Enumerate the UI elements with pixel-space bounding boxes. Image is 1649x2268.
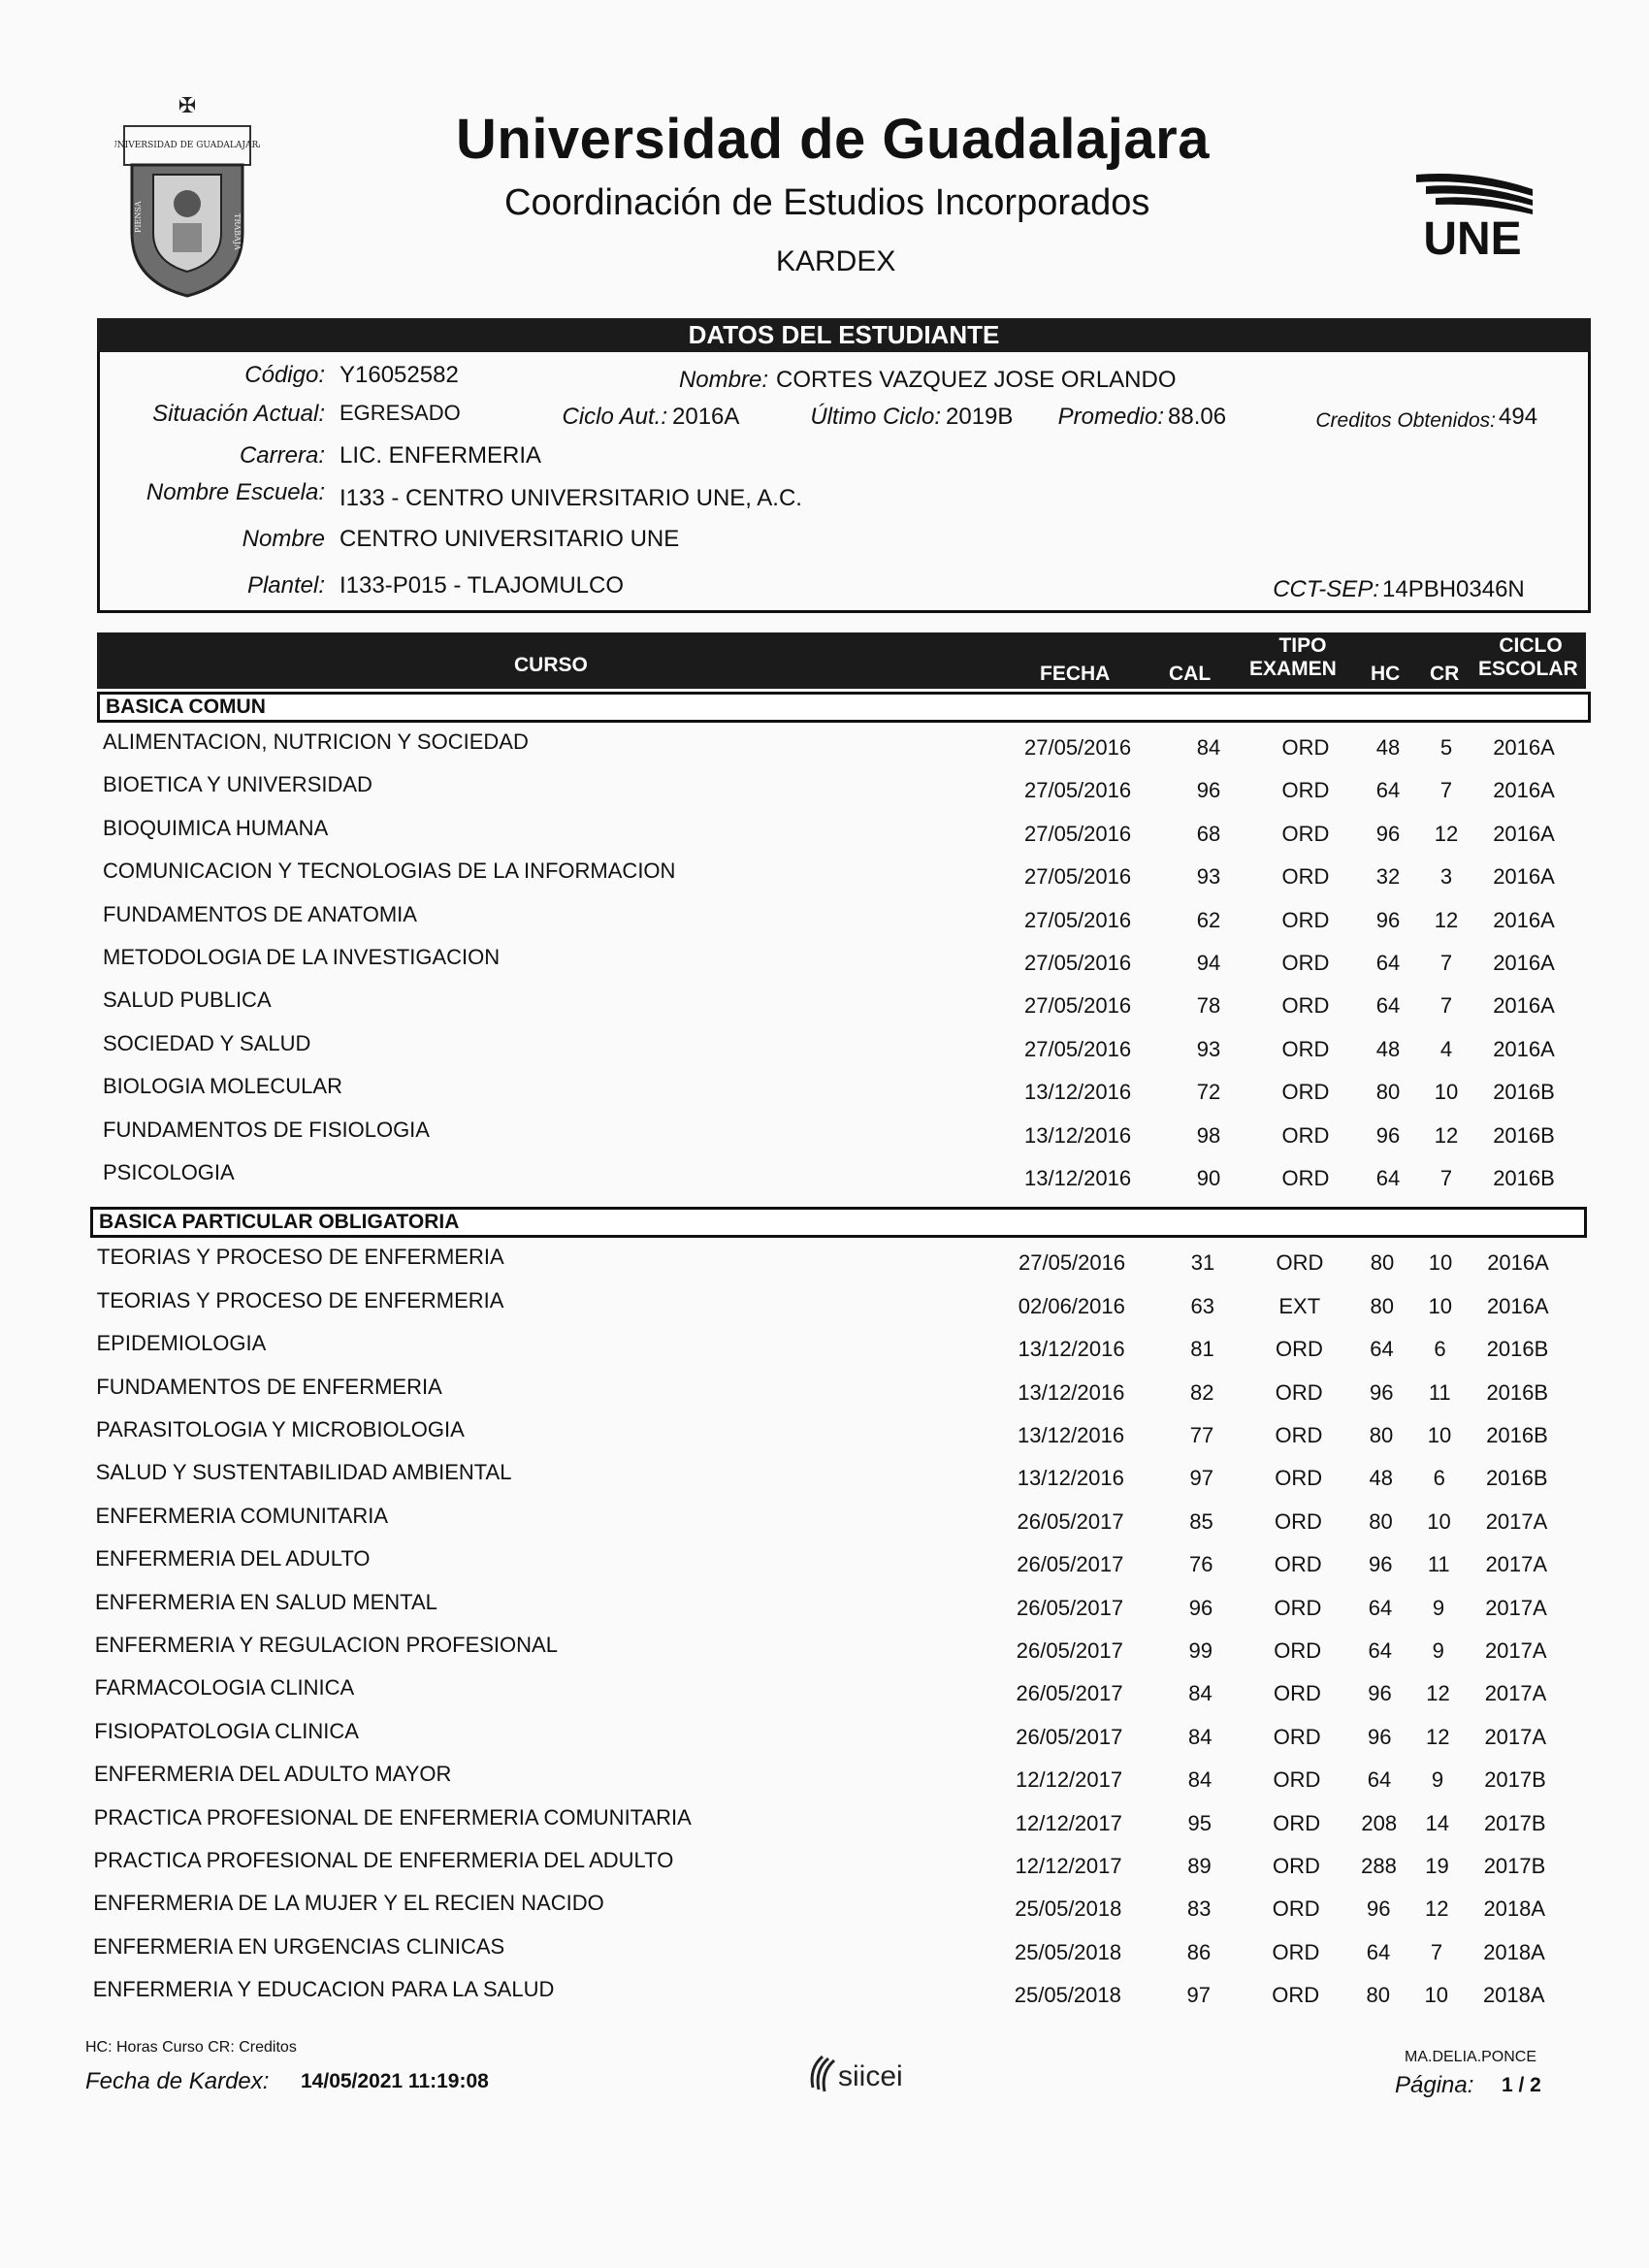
cell-ciclo: 2016B	[1486, 1337, 1549, 1362]
table-row	[97, 1288, 1591, 1327]
cell-cal: 89	[1187, 1854, 1212, 1878]
cell-ciclo: 2016A	[1493, 821, 1555, 846]
legend: HC: Horas Curso CR: Creditos	[85, 2039, 297, 2056]
cell-tipo: ORD	[1281, 1166, 1330, 1190]
ciclo-aut-value: 2016A	[672, 404, 740, 430]
table-row	[95, 1675, 1589, 1714]
cell-fecha: 13/12/2016	[1018, 1379, 1125, 1405]
table-row	[103, 816, 1597, 855]
cell-curso: FUNDAMENTOS DE ENFERMERIA	[96, 1374, 442, 1399]
cell-fecha: 27/05/2016	[1024, 1036, 1132, 1061]
cell-hc: 96	[1368, 1681, 1392, 1706]
cell-curso: SOCIEDAD Y SALUD	[103, 1030, 311, 1055]
cell-cr: 10	[1427, 1423, 1452, 1447]
cell-curso: TEORIAS Y PROCESO DE ENFERMERIA	[97, 1245, 504, 1270]
col-ciclo-1: CICLO	[1499, 634, 1563, 657]
cell-cal: 84	[1187, 1767, 1212, 1793]
cell-fecha: 13/12/2016	[1024, 1080, 1132, 1105]
cell-cr: 6	[1433, 1466, 1445, 1491]
cell-tipo: ORD	[1275, 1423, 1323, 1447]
cell-curso: ALIMENTACION, NUTRICION Y SOCIEDAD	[103, 729, 529, 754]
ciclo-aut-label: Ciclo Aut.:	[562, 404, 667, 430]
grades-table-header	[97, 632, 1586, 689]
cct-label: CCT-SEP:	[1273, 576, 1379, 602]
creditos-label: Creditos Obtenidos:	[1315, 409, 1496, 432]
cell-ciclo: 2017A	[1485, 1595, 1547, 1620]
cell-tipo: ORD	[1273, 1724, 1321, 1749]
escuela-label: Nombre Escuela:	[146, 479, 325, 505]
cell-hc: 48	[1375, 735, 1401, 760]
promedio-label: Promedio:	[1057, 404, 1164, 430]
cell-curso: COMUNICACION Y TECNOLOGIAS DE LA INFORMACION	[103, 859, 676, 884]
table-row	[94, 1719, 1588, 1758]
table-row	[96, 1460, 1590, 1499]
cell-cal: 94	[1196, 951, 1221, 975]
cell-tipo: ORD	[1274, 1638, 1322, 1663]
cell-cr: 3	[1439, 864, 1453, 890]
fecha-kardex-label: Fecha de Kardex:	[85, 2068, 270, 2094]
cell-tipo: ORD	[1281, 993, 1330, 1019]
cell-hc: 64	[1375, 951, 1401, 975]
cell-cal: 90	[1196, 1166, 1221, 1190]
cell-tipo: ORD	[1272, 1939, 1320, 1964]
ultimo-ciclo-value: 2019B	[946, 404, 1014, 430]
cell-cal: 93	[1196, 864, 1221, 890]
cell-cr: 9	[1431, 1767, 1444, 1793]
cell-fecha: 27/05/2016	[1024, 907, 1132, 932]
cell-cr: 9	[1432, 1638, 1444, 1663]
table-row	[95, 1633, 1589, 1671]
cell-fecha: 26/05/2017	[1016, 1638, 1123, 1663]
cell-tipo: ORD	[1281, 864, 1330, 890]
cell-curso: PARASITOLOGIA Y MICROBIOLOGIA	[96, 1417, 465, 1442]
svg-text:TRABAJA: TRABAJA	[233, 213, 242, 250]
cell-cal: 78	[1196, 993, 1221, 1019]
table-row	[95, 1590, 1589, 1629]
cell-hc: 48	[1369, 1466, 1393, 1491]
cell-curso: PSICOLOGIA	[103, 1160, 235, 1184]
ultimo-ciclo-label: Último Ciclo:	[810, 404, 941, 430]
cell-cr: 12	[1434, 821, 1459, 846]
col-cr: CR	[1430, 663, 1460, 685]
cell-cal: 97	[1186, 1983, 1211, 2008]
cell-curso: PRACTICA PROFESIONAL DE ENFERMERIA DEL ADULTO	[93, 1848, 674, 1872]
cell-hc: 64	[1368, 1638, 1392, 1663]
cell-cr: 12	[1425, 1896, 1449, 1922]
cell-fecha: 27/05/2016	[1024, 821, 1132, 846]
nombre-label: Nombre:	[678, 367, 768, 393]
cell-curso: ENFERMERIA DEL ADULTO	[95, 1546, 371, 1571]
cell-curso: ENFERMERIA EN URGENCIAS CLINICAS	[93, 1933, 505, 1959]
cell-cr: 11	[1428, 1379, 1451, 1405]
cell-cal: 86	[1186, 1939, 1212, 1964]
nombre-value: CORTES VAZQUEZ JOSE ORLANDO	[776, 367, 1177, 393]
cell-tipo: ORD	[1275, 1508, 1322, 1534]
cell-cr: 14	[1425, 1810, 1449, 1835]
cell-hc: 64	[1375, 778, 1401, 803]
cell-cr: 7	[1439, 1166, 1453, 1190]
cell-hc: 80	[1370, 1293, 1394, 1318]
cell-cr: 12	[1426, 1681, 1450, 1706]
cell-curso: SALUD PUBLICA	[103, 988, 272, 1013]
col-tipo-1: TIPO	[1278, 634, 1327, 657]
cell-tipo: ORD	[1281, 951, 1330, 975]
cell-curso: BIOLOGIA MOLECULAR	[103, 1074, 342, 1099]
cell-cal: 31	[1190, 1250, 1215, 1276]
cell-tipo: ORD	[1281, 907, 1330, 932]
cell-fecha: 12/12/2017	[1015, 1854, 1122, 1878]
cell-tipo: ORD	[1281, 1122, 1330, 1148]
section-header: BASICA COMUN	[97, 692, 1591, 723]
cell-cal: 83	[1187, 1896, 1212, 1922]
cell-cal: 76	[1189, 1552, 1213, 1577]
cell-cal: 84	[1196, 735, 1221, 760]
cell-ciclo: 2016B	[1493, 1166, 1555, 1190]
cell-cr: 6	[1434, 1337, 1446, 1362]
cell-curso: ENFERMERIA DEL ADULTO MAYOR	[94, 1762, 452, 1787]
cell-cr: 12	[1426, 1724, 1450, 1749]
cell-hc: 208	[1361, 1810, 1398, 1835]
cell-cr: 9	[1432, 1595, 1445, 1620]
cell-curso: BIOQUIMICA HUMANA	[103, 815, 329, 840]
cell-ciclo: 2017B	[1484, 1767, 1546, 1793]
table-row	[103, 772, 1597, 811]
table-row	[97, 1245, 1591, 1283]
cell-fecha: 27/05/2016	[1024, 993, 1132, 1019]
cell-curso: METODOLOGIA DE LA INVESTIGACION	[103, 945, 501, 969]
cell-curso: ENFERMERIA EN SALUD MENTAL	[95, 1589, 437, 1614]
svg-text:siicei: siicei	[838, 2060, 903, 2092]
university-title: Universidad de Guadalajara	[456, 108, 1210, 171]
cell-tipo: ORD	[1272, 1983, 1320, 2008]
cell-tipo: ORD	[1273, 1810, 1321, 1835]
cell-ciclo: 2016A	[1493, 993, 1555, 1019]
svg-text:UNE: UNE	[1423, 213, 1522, 262]
col-ciclo-2: ESCOLAR	[1478, 658, 1578, 680]
cell-cal: 95	[1187, 1810, 1212, 1835]
cell-ciclo: 2016A	[1493, 778, 1555, 803]
table-row	[103, 1074, 1597, 1113]
cell-fecha: 26/05/2017	[1017, 1595, 1124, 1620]
cell-cal: 77	[1189, 1423, 1214, 1447]
situacion-value: EGRESADO	[340, 401, 461, 425]
table-row	[93, 1891, 1587, 1929]
table-row	[96, 1504, 1590, 1542]
cell-tipo: ORD	[1276, 1337, 1323, 1362]
col-curso: CURSO	[514, 654, 588, 676]
cell-ciclo: 2017A	[1484, 1681, 1547, 1706]
cell-tipo: ORD	[1281, 1036, 1330, 1061]
table-row	[103, 1031, 1597, 1070]
document-title: KARDEX	[776, 245, 896, 277]
cell-ciclo: 2016B	[1486, 1379, 1549, 1405]
cell-hc: 80	[1375, 1080, 1401, 1105]
table-row	[103, 1160, 1597, 1199]
table-row	[103, 902, 1597, 941]
cell-ciclo: 2017A	[1484, 1724, 1547, 1749]
cell-curso: PRACTICA PROFESIONAL DE ENFERMERIA COMUNITARIA	[93, 1804, 692, 1830]
cell-ciclo: 2017B	[1483, 1854, 1546, 1878]
cell-cal: 63	[1190, 1293, 1214, 1318]
table-row	[103, 729, 1597, 768]
col-cal: CAL	[1169, 663, 1212, 685]
cell-tipo: ORD	[1274, 1552, 1322, 1577]
plantel-label: Plantel:	[246, 572, 325, 599]
cell-cr: 12	[1434, 1122, 1459, 1148]
table-row	[93, 1977, 1587, 2016]
coordination-subtitle: Coordinación de Estudios Incorporados	[504, 182, 1150, 223]
cell-cal: 84	[1188, 1681, 1212, 1706]
table-row	[94, 1848, 1588, 1887]
cell-tipo: ORD	[1275, 1466, 1323, 1491]
cell-ciclo: 2016A	[1493, 951, 1555, 975]
cell-tipo: EXT	[1278, 1293, 1321, 1318]
cell-ciclo: 2018A	[1482, 1983, 1545, 2008]
section-header: BASICA PARTICULAR OBLIGATORIA	[90, 1207, 1587, 1238]
cell-tipo: ORD	[1281, 1080, 1330, 1105]
cell-hc: 96	[1375, 907, 1401, 932]
cell-fecha: 26/05/2017	[1016, 1681, 1123, 1706]
table-row	[96, 1417, 1590, 1456]
cell-ciclo: 2017A	[1485, 1508, 1548, 1534]
cell-cr: 10	[1434, 1080, 1459, 1105]
table-row	[93, 1934, 1587, 1973]
cell-fecha: 27/05/2016	[1024, 951, 1132, 975]
cell-fecha: 12/12/2017	[1016, 1767, 1123, 1793]
cell-curso: FUNDAMENTOS DE FISIOLOGIA	[103, 1117, 430, 1142]
cell-fecha: 26/05/2017	[1017, 1508, 1124, 1534]
escuela-value: I133 - CENTRO UNIVERSITARIO UNE, A.C.	[340, 485, 802, 511]
cell-cal: 96	[1196, 778, 1221, 803]
carrera-value: LIC. ENFERMERIA	[340, 442, 542, 469]
cell-hc: 80	[1366, 1983, 1390, 2008]
cell-fecha: 13/12/2016	[1018, 1423, 1125, 1447]
svg-text:PIENSA: PIENSA	[134, 201, 143, 233]
cell-cal: 97	[1189, 1466, 1213, 1491]
table-row	[103, 1118, 1597, 1156]
cell-curso: ENFERMERIA Y REGULACION PROFESIONAL	[94, 1633, 558, 1657]
cell-ciclo: 2018A	[1483, 1939, 1545, 1964]
cell-cr: 10	[1428, 1293, 1452, 1318]
cell-ciclo: 2016B	[1485, 1466, 1548, 1491]
cell-ciclo: 2016A	[1493, 1036, 1555, 1061]
cell-hc: 64	[1367, 1767, 1392, 1793]
creditos-value: 494	[1499, 404, 1538, 430]
cell-curso: SALUD Y SUSTENTABILIDAD AMBIENTAL	[95, 1460, 512, 1485]
cell-tipo: ORD	[1273, 1767, 1321, 1793]
cell-cal: 82	[1190, 1379, 1214, 1405]
cell-cr: 7	[1430, 1939, 1443, 1964]
plantel-value: I133-P015 - TLAJOMULCO	[340, 572, 625, 599]
cell-cr: 10	[1424, 1983, 1448, 2008]
une-logo	[1397, 165, 1542, 262]
cell-fecha: 02/06/2016	[1018, 1293, 1125, 1318]
cell-hc: 96	[1375, 821, 1401, 846]
cell-fecha: 13/12/2016	[1017, 1466, 1124, 1491]
user-name: MA.DELIA.PONCE	[1405, 2049, 1537, 2065]
cell-cr: 5	[1439, 735, 1453, 760]
cell-tipo: ORD	[1274, 1595, 1322, 1620]
cell-fecha: 13/12/2016	[1024, 1122, 1132, 1148]
fecha-kardex-value: 14/05/2021 11:19:08	[301, 2070, 489, 2092]
nombre-escuela-value: CENTRO UNIVERSITARIO UNE	[340, 526, 680, 552]
cell-tipo: ORD	[1281, 778, 1330, 803]
cell-cal: 99	[1188, 1638, 1212, 1663]
cell-tipo: ORD	[1275, 1379, 1323, 1405]
cell-curso: ENFERMERIA COMUNITARIA	[95, 1503, 389, 1528]
table-row	[94, 1762, 1588, 1800]
codigo-value: Y16052582	[340, 362, 459, 388]
cell-fecha: 12/12/2017	[1015, 1810, 1122, 1835]
cell-hc: 32	[1375, 864, 1401, 890]
cell-fecha: 27/05/2016	[1024, 735, 1132, 760]
table-row	[96, 1375, 1590, 1413]
cell-hc: 96	[1375, 1122, 1401, 1148]
cell-curso: FUNDAMENTOS DE ANATOMIA	[103, 901, 417, 926]
cell-tipo: ORD	[1273, 1854, 1320, 1878]
cell-cr: 10	[1428, 1250, 1453, 1276]
cell-cr: 11	[1427, 1552, 1450, 1577]
cell-fecha: 13/12/2016	[1018, 1337, 1125, 1362]
svg-text:UNIVERSIDAD DE GUADALAJARA: UNIVERSIDAD DE GUADALAJARA	[114, 141, 260, 150]
cell-ciclo: 2017B	[1483, 1810, 1546, 1835]
cell-cal: 84	[1188, 1724, 1212, 1749]
table-row	[94, 1805, 1588, 1844]
cell-ciclo: 2016A	[1493, 907, 1555, 932]
cell-cal: 85	[1189, 1508, 1213, 1534]
cell-fecha: 26/05/2017	[1017, 1552, 1124, 1577]
cell-fecha: 27/05/2016	[1024, 778, 1132, 803]
cell-cal: 98	[1196, 1122, 1221, 1148]
cell-curso: BIOETICA Y UNIVERSIDAD	[103, 772, 372, 797]
table-row	[103, 945, 1597, 984]
svg-text:✠: ✠	[178, 97, 197, 118]
cell-cal: 68	[1196, 821, 1221, 846]
cell-curso: ENFERMERIA DE LA MUJER Y EL RECIEN NACIDO	[93, 1891, 604, 1916]
situacion-label: Situación Actual:	[152, 401, 325, 427]
cell-curso: TEORIAS Y PROCESO DE ENFERMERIA	[96, 1287, 504, 1312]
col-hc: HC	[1371, 663, 1401, 685]
cell-cal: 62	[1196, 907, 1221, 932]
pagina-value: 1 / 2	[1502, 2074, 1541, 2096]
carrera-label: Carrera:	[239, 442, 325, 469]
cell-ciclo: 2016B	[1493, 1122, 1555, 1148]
promedio-value: 88.06	[1168, 404, 1227, 430]
cell-cr: 10	[1427, 1508, 1451, 1534]
cell-fecha: 13/12/2016	[1024, 1166, 1132, 1190]
table-row	[97, 1331, 1591, 1370]
cell-cal: 96	[1188, 1595, 1213, 1620]
cell-ciclo: 2016A	[1487, 1250, 1549, 1276]
table-row	[103, 859, 1597, 897]
cell-curso: ENFERMERIA Y EDUCACION PARA LA SALUD	[92, 1977, 555, 2002]
cell-ciclo: 2016B	[1486, 1423, 1548, 1447]
cell-curso: EPIDEMIOLOGIA	[96, 1331, 267, 1356]
cell-fecha: 25/05/2018	[1014, 1983, 1121, 2008]
cell-fecha: 27/05/2016	[1024, 864, 1132, 890]
cell-curso: FARMACOLOGIA CLINICA	[94, 1675, 355, 1701]
cell-ciclo: 2018A	[1483, 1896, 1546, 1922]
cell-ciclo: 2016A	[1486, 1293, 1549, 1318]
cell-hc: 80	[1369, 1508, 1393, 1534]
cell-hc: 288	[1361, 1854, 1397, 1878]
cell-hc: 64	[1375, 1166, 1401, 1190]
cell-hc: 96	[1369, 1552, 1393, 1577]
cell-hc: 96	[1370, 1379, 1394, 1405]
nombre-escuela-label: Nombre	[242, 526, 325, 552]
table-row	[95, 1546, 1589, 1585]
cell-cr: 4	[1439, 1036, 1453, 1061]
cell-hc: 48	[1375, 1036, 1401, 1061]
cct-value: 14PBH0346N	[1382, 576, 1525, 602]
cell-hc: 96	[1368, 1724, 1392, 1749]
cell-hc: 64	[1368, 1595, 1393, 1620]
cell-hc: 64	[1370, 1337, 1394, 1362]
cell-cal: 81	[1190, 1337, 1214, 1362]
cell-tipo: ORD	[1281, 821, 1330, 846]
cell-cr: 7	[1439, 951, 1453, 975]
cell-tipo: ORD	[1281, 735, 1330, 760]
cell-fecha: 25/05/2018	[1015, 1939, 1122, 1964]
cell-cr: 7	[1439, 778, 1453, 803]
cell-curso: FISIOPATOLOGIA CLINICA	[94, 1718, 359, 1743]
cell-cr: 12	[1434, 907, 1459, 932]
cell-fecha: 25/05/2018	[1015, 1896, 1122, 1922]
cell-fecha: 27/05/2016	[1018, 1250, 1126, 1276]
cell-cal: 72	[1196, 1080, 1221, 1105]
siicei-logo	[805, 2049, 912, 2097]
cell-cal: 93	[1196, 1036, 1221, 1061]
cell-hc: 64	[1366, 1939, 1391, 1964]
col-fecha: FECHA	[1040, 663, 1111, 685]
cell-fecha: 26/05/2017	[1016, 1724, 1123, 1749]
cell-tipo: ORD	[1276, 1250, 1324, 1276]
cell-hc: 80	[1369, 1423, 1394, 1447]
cell-cr: 19	[1425, 1854, 1449, 1878]
cell-ciclo: 2016A	[1493, 735, 1555, 760]
codigo-label: Código:	[244, 362, 325, 388]
cell-cr: 7	[1439, 993, 1453, 1019]
cell-hc: 96	[1367, 1896, 1391, 1922]
cell-hc: 80	[1370, 1250, 1395, 1276]
university-crest-logo	[114, 97, 260, 301]
student-section-title: DATOS DEL ESTUDIANTE	[97, 318, 1591, 352]
cell-tipo: ORD	[1272, 1896, 1320, 1922]
col-tipo-2: EXAMEN	[1249, 658, 1337, 680]
cell-ciclo: 2016A	[1493, 864, 1555, 890]
table-row	[103, 988, 1597, 1026]
cell-tipo: ORD	[1274, 1681, 1321, 1706]
cell-ciclo: 2017A	[1484, 1638, 1547, 1663]
cell-ciclo: 2016B	[1493, 1080, 1555, 1105]
pagina-label: Página:	[1395, 2072, 1474, 2098]
cell-ciclo: 2017A	[1485, 1552, 1548, 1577]
cell-hc: 64	[1375, 993, 1401, 1019]
